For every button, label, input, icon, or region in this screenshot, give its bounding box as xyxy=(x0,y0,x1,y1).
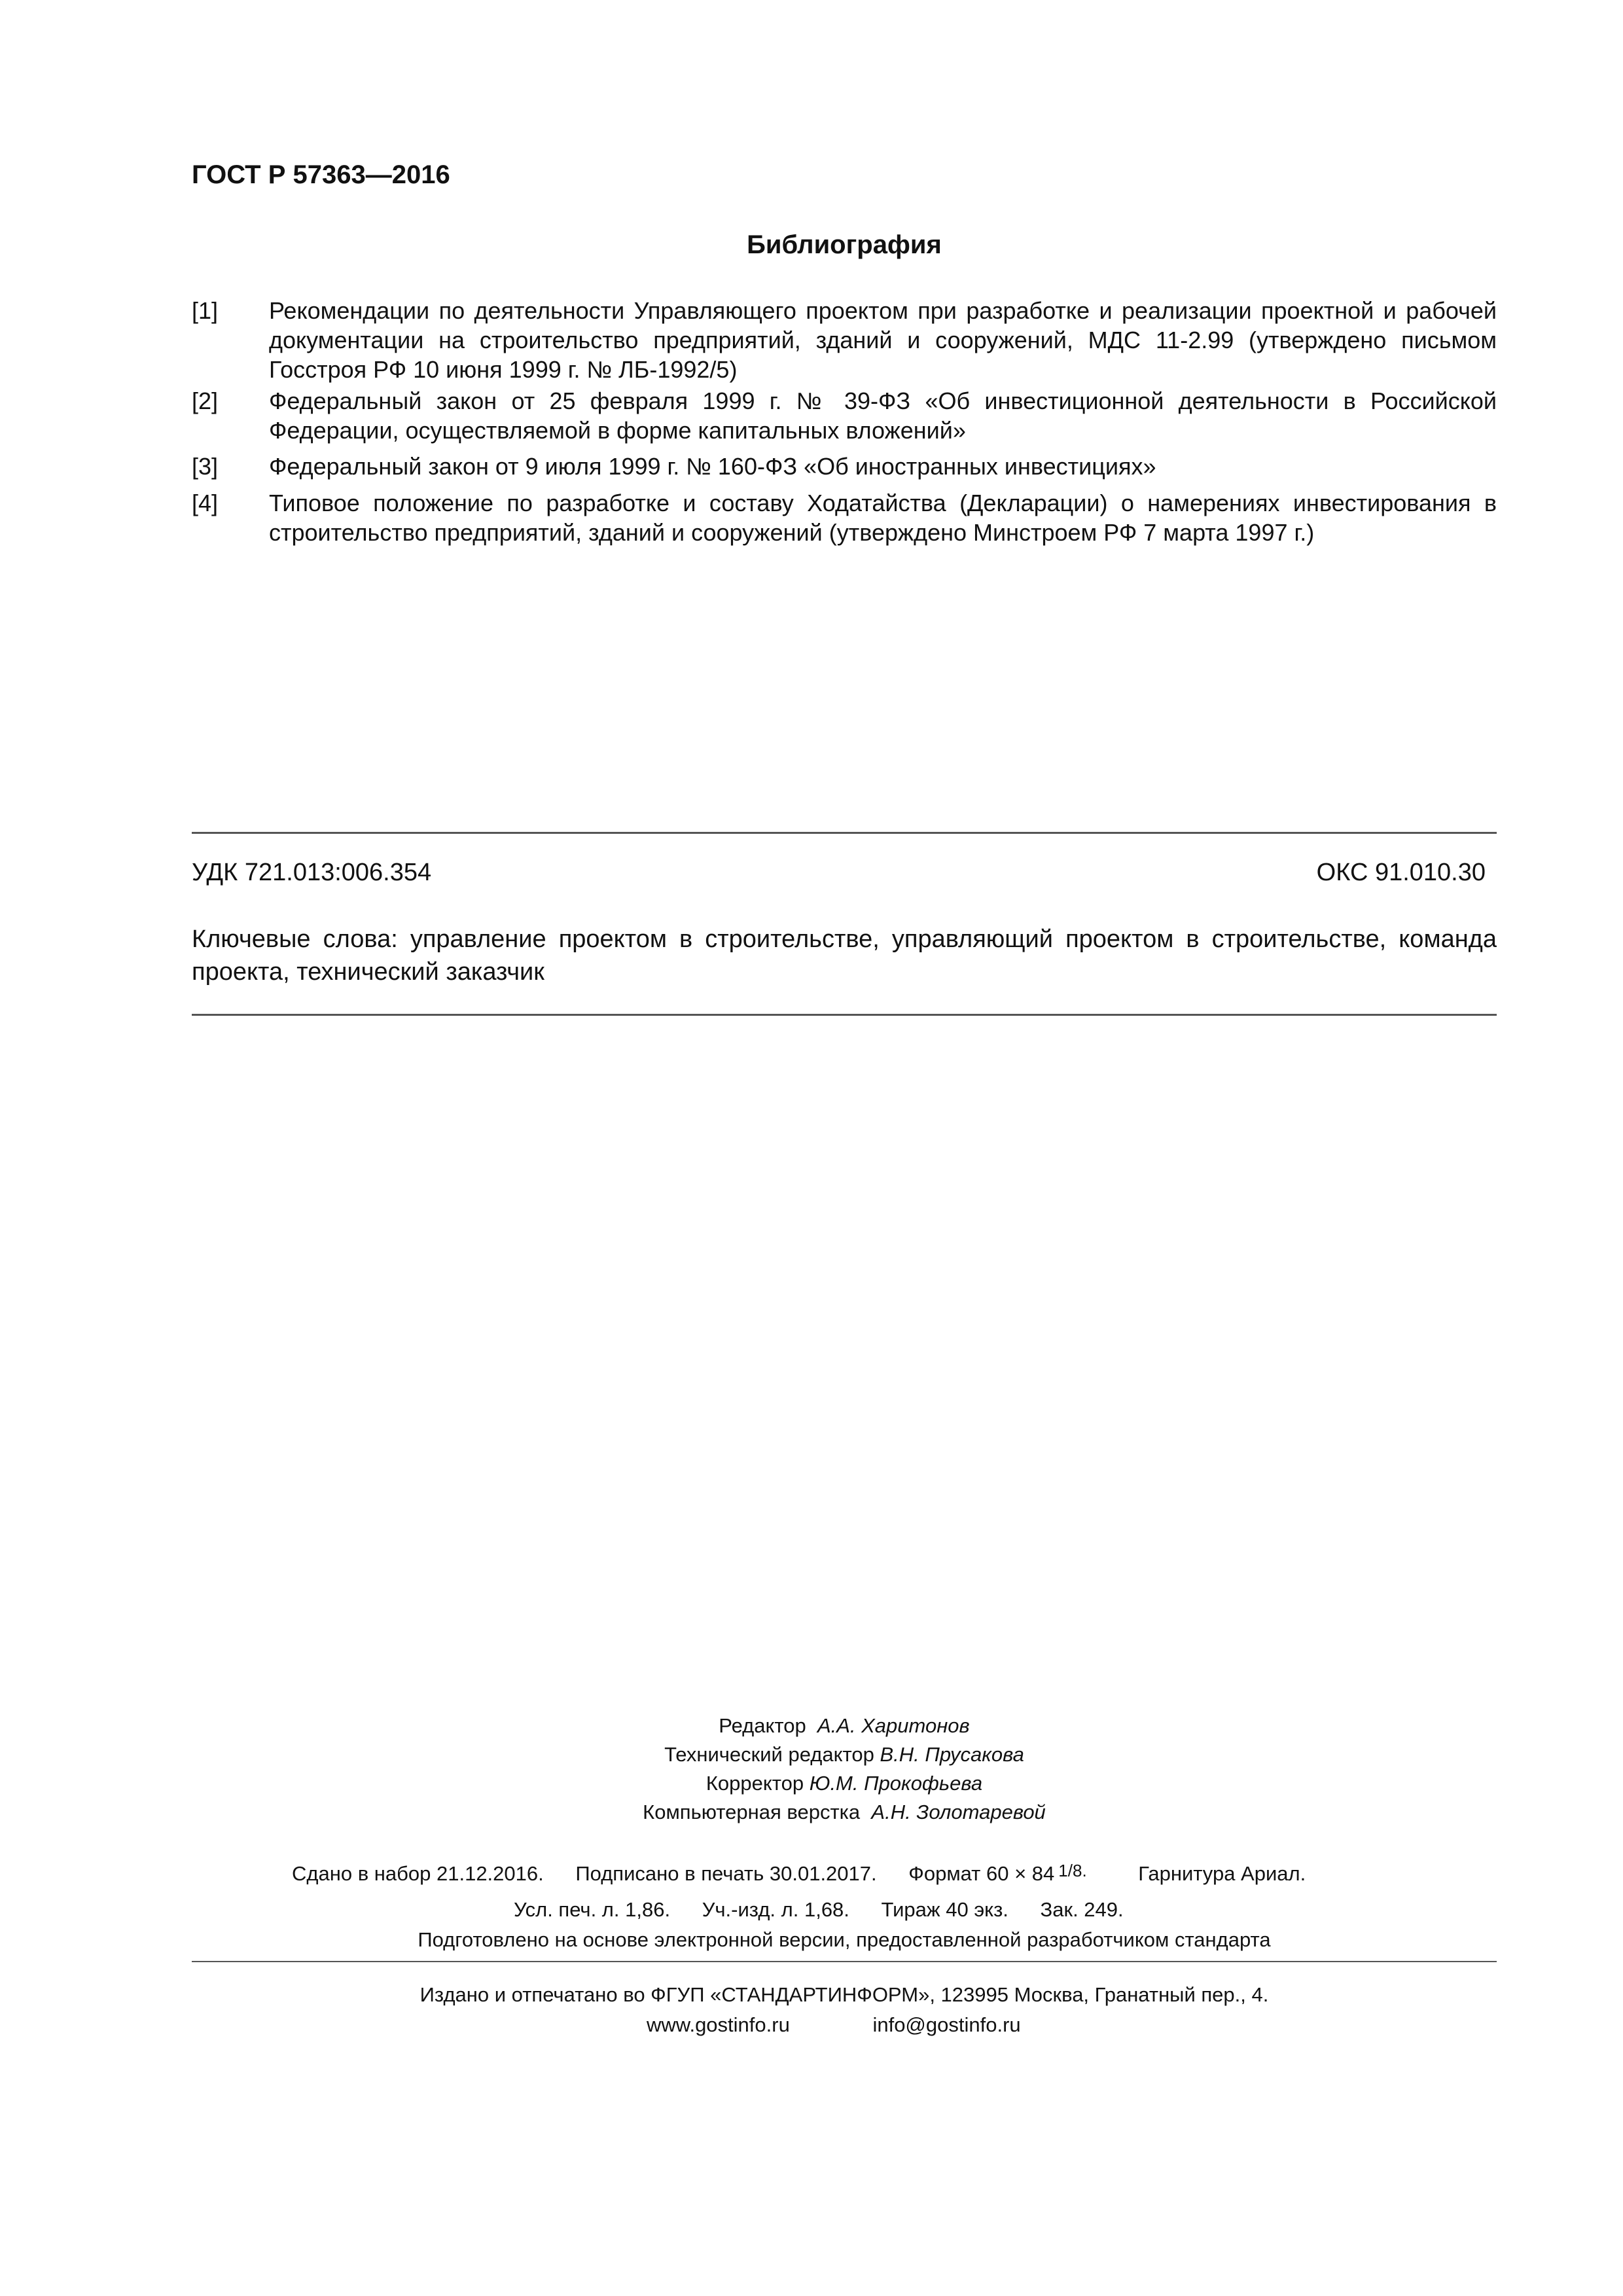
publisher-email: info@gostinfo.ru xyxy=(872,2013,1021,2036)
credit-name: А.Н. Золотаревой xyxy=(871,1801,1046,1823)
credit-layout xyxy=(0,1798,1623,1827)
bibliography-item xyxy=(192,296,1497,384)
bibliography-item-text: Типовое положение по разработке и составу Ходатайства (Декларации) о намерениях инвестирования в строительство предприятий, зданий и сооружений (утверждено Минстроем РФ 7 марта 1997 г.) xyxy=(269,490,1497,546)
bibliography-item-number: [4] xyxy=(192,490,219,516)
imprint-typeface: Гарнитура Ариал. xyxy=(1138,1862,1306,1885)
credit-label: Компьютерная верстка xyxy=(643,1801,861,1823)
credit-name: В.Н. Прусакова xyxy=(880,1743,1024,1766)
bibliography-title: Библиография xyxy=(747,230,942,259)
document-code: ГОСТ Р 57363—2016 xyxy=(192,160,450,189)
credit-corrector xyxy=(0,1769,1623,1798)
bibliography-item-number: [2] xyxy=(192,387,219,414)
publisher-contacts xyxy=(647,2013,1021,2037)
imprint-line-1 xyxy=(292,1861,1332,1886)
bibliography-item-number: [1] xyxy=(192,297,219,324)
credit-name: Ю.М. Прокофьева xyxy=(809,1772,983,1795)
divider-publisher xyxy=(192,1961,1497,1962)
bibliography-item-number: [3] xyxy=(192,453,219,480)
imprint-submitted: Сдано в набор 21.12.2016. xyxy=(292,1862,544,1885)
credit-label: Технический редактор xyxy=(664,1743,874,1766)
bibliography-item xyxy=(192,452,1497,481)
imprint-format: Формат 60 × 84 xyxy=(908,1862,1055,1885)
oks-code: ОКС 91.010.30 xyxy=(1316,859,1486,886)
credit-tech-editor xyxy=(0,1740,1623,1769)
keywords: Ключевые слова: управление проектом в строительстве, управляющий проектом в строительстве, команда проекта, технический заказчик xyxy=(192,925,1497,986)
imprint-prepared: Подготовлено на основе электронной версии, предоставленной разработчиком стандарта xyxy=(418,1928,1271,1951)
bibliography-item-text: Рекомендации по деятельности Управляющего проектом при разработке и реализации проектной и рабочей документации на строительство предприятий, зданий и сооружений, МДС 11-2.99 (утверждено письмом Госстроя РФ 10 июня 1999 г. № ЛБ-1992/5) xyxy=(269,297,1497,383)
imprint-order: Зак. 249. xyxy=(1040,1898,1124,1921)
credit-label: Редактор xyxy=(719,1714,806,1737)
imprint-pub-sheets: Уч.-изд. л. 1,68. xyxy=(702,1898,849,1921)
credit-name: А.А. Харитонов xyxy=(817,1714,970,1737)
imprint-run: Тираж 40 экз. xyxy=(881,1898,1008,1921)
publisher-website: www.gostinfo.ru xyxy=(647,2013,790,2036)
imprint-signed: Подписано в печать 30.01.2017. xyxy=(575,1862,877,1885)
publisher-line: Издано и отпечатано во ФГУП «СТАНДАРТИНФОРМ», 123995 Москва, Гранатный пер., 4. xyxy=(419,1983,1269,2006)
imprint-print-sheets: Усл. печ. л. 1,86. xyxy=(514,1898,671,1921)
bibliography-item-text: Федеральный закон от 9 июля 1999 г. № 160-ФЗ «Об иностранных инвестициях» xyxy=(269,453,1156,480)
imprint-format-fraction: 1/8. xyxy=(1058,1861,1087,1880)
divider-keywords xyxy=(192,1014,1497,1016)
imprint-line-2 xyxy=(514,1898,1150,1922)
bibliography-item-text: Федеральный закон от 25 февраля 1999 г. № 39-ФЗ «Об инвестиционной деятельности в Российской Федерации, осуществляемой в форме капитальных вложений» xyxy=(269,387,1497,444)
divider-top xyxy=(192,832,1497,834)
udk-code: УДК 721.013:006.354 xyxy=(192,859,432,886)
bibliography-item xyxy=(192,488,1497,547)
credit-editor xyxy=(0,1712,1623,1740)
bibliography-item xyxy=(192,386,1497,445)
credit-label: Корректор xyxy=(705,1772,804,1795)
